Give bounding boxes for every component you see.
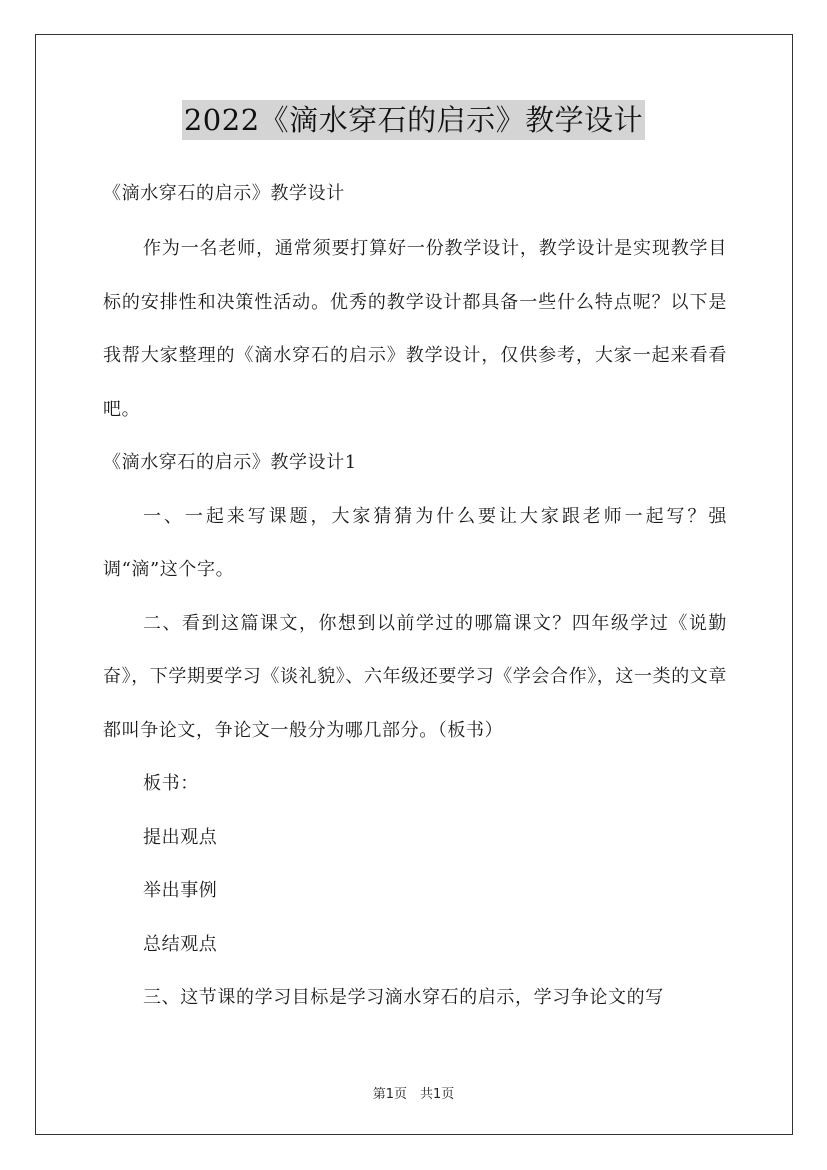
paragraph-intro: 作为一名老师，通常须要打算好一份教学设计，教学设计是实现教学目标的安排性和决策性活动。优秀的教学设计都具备一些什么特点呢？以下是我帮大家整理的《滴水穿石的启示》教学设计，仅供参考，大家一起来看看吧。: [103, 238, 727, 420]
paragraph-subtitle: 《滴水穿石的启示》教学设计: [103, 183, 345, 204]
document-title: 2022《滴水穿石的启示》教学设计: [182, 100, 645, 140]
page-footer: 第1页 共1页: [372, 1087, 455, 1102]
paragraph-step-one: 一、一起来写课题，大家猜猜为什么要让大家跟老师一起写？强调“滴”这个字。: [103, 505, 727, 580]
paragraph-board-item: 总结观点: [143, 933, 218, 955]
paragraph-board-item: 提出观点: [143, 826, 218, 848]
paragraph-step-two: 二、看到这篇课文，你想到以前学过的哪篇课文？四年级学过《说勤奋》，下学期要学习《谈礼貌》、六年级还要学习《学会合作》，这一类的文章都叫争论文，争论文一般分为哪几部分。（板书）: [103, 612, 727, 741]
paragraph-section-heading: 《滴水穿石的启示》教学设计1: [103, 452, 357, 473]
paragraph-step-three: 三、这节课的学习目标是学习滴水穿石的启示，学习争论文的写: [143, 987, 664, 1008]
document-body: [103, 166, 727, 1025]
title-area: [0, 100, 827, 140]
paragraph-board-item: 举出事例: [143, 880, 218, 901]
paragraph-board-label: 板书：: [143, 773, 199, 794]
